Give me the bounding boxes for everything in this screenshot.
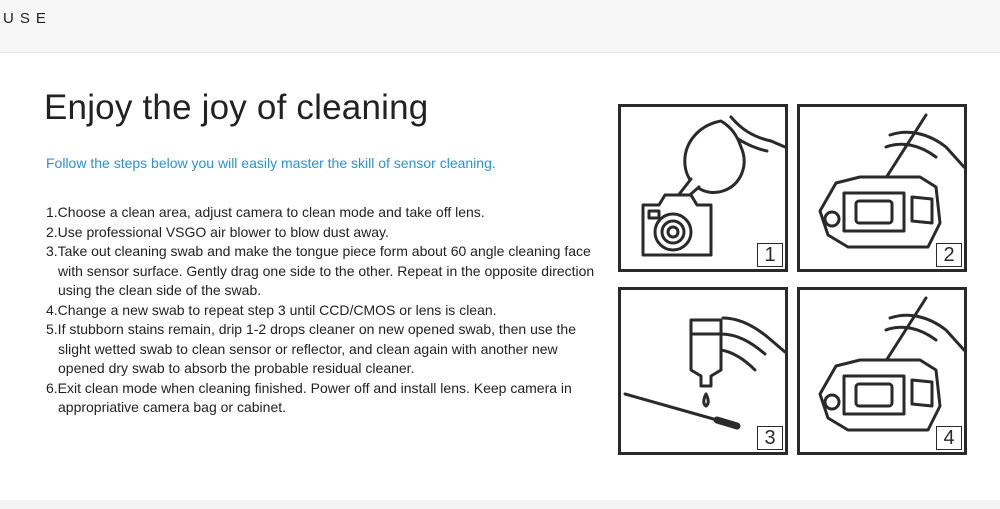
bottom-divider [0, 500, 1000, 509]
step-5: 5.If stubborn stains remain, drip 1-2 drops cleaner on new opened swab, then use the slight wetted swab to clean sensor or reflector, and clean again with another new opened dry swab to absorb the probable residual cleaner. [46, 321, 576, 376]
header-bar [0, 0, 1000, 53]
step-2: 2.Use professional VSGO air blower to blow dust away. [46, 223, 389, 240]
step-1: 1.Choose a clean area, adjust camera to clean mode and take off lens. [46, 204, 485, 220]
panel-number: 4 [936, 426, 962, 450]
section-title: USE [3, 10, 52, 27]
step-panel-3 [618, 287, 788, 455]
panel-number: 2 [936, 243, 962, 267]
step-panel-2 [797, 104, 967, 272]
panel-number: 1 [757, 243, 783, 267]
subtitle: Follow the steps below you will easily master the skill of sensor cleaning. [46, 155, 496, 171]
step-panel-4 [797, 287, 967, 455]
page-title: Enjoy the joy of cleaning [44, 88, 429, 127]
step-4: 4.Change a new swab to repeat step 3 until CCD/CMOS or lens is clean. [46, 301, 497, 318]
step-3: 3.Take out cleaning swab and make the tongue piece form about 60 angle cleaning face with sensor surface. Gently drag one side to the other. Repeat in the opposite direction using the clean side of the swab. [46, 243, 595, 298]
panel-number: 3 [757, 426, 783, 450]
step-6: 6.Exit clean mode when cleaning finished. Power off and install lens. Keep camera in appropriative camera bag or cabinet. [46, 379, 572, 415]
step-panel-1 [618, 104, 788, 272]
steps-list [46, 203, 606, 418]
